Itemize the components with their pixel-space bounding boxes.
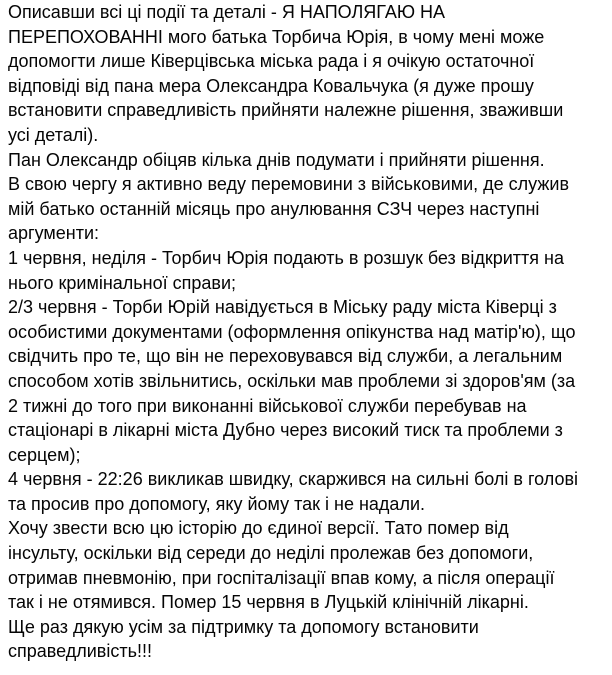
post-line: Описавши всі ці події та деталі - Я НАПОЛЯГАЮ НА [8,2,446,22]
post-line: В свою чергу я активно веду перемовини з військовими, де служив [8,174,570,195]
post-line: справедливість!!! [8,641,152,662]
post-line: 1 червня, неділя - Торбич Юрія подають в розшук без відкриття на [8,247,564,268]
post-line: способом хотів звільнитись, оскільки мав проблеми зі здоров'ям (за [8,370,576,391]
post-line: усі деталі). [8,124,99,145]
post-line: мій батько останній місяць про анулювання СЗЧ через наступні [8,198,540,219]
post-line: серцем); [8,444,81,465]
post-line: особистими документами (оформлення опікунства над матір'ю), що [8,321,576,342]
post-line: свідчить про те, що він не переховувався від служби, а легальним [8,346,563,367]
post-line: Хочу звести всю цю історію до єдиної версії. Тато помер від [8,518,509,539]
post-line: інсульту, оскільки від середи до неділі пролежав без допомоги, [8,543,534,564]
post-line: стаціонарі в лікарні міста Дубно через високий тиск та проблеми з [8,420,563,441]
post-line: так і не отямився. Помер 15 червня в Луцькій клінічній лікарні. [8,592,529,613]
post-line: допомогти лише Ківерцівська міська рада і я очікую остаточної [8,51,535,72]
post-line: Ще раз дякую усім за підтримку та допомогу встановити [8,616,479,637]
post-line: 4 червня - 22:26 викликав швидку, скаржився на сильні болі в голові [8,469,579,490]
post-line: та просив про допомогу, яку йому так і не надали. [8,493,426,514]
post-line: 2 тижні до того при виконанні військової служби перебував на [8,395,527,416]
post-line: нього кримінальної справи; [8,272,236,293]
post-line: отримав пневмонію, при госпіталізації впав кому, а після операції [8,567,555,588]
post-line: аргументи: [8,223,100,244]
post-line: Пан Олександр обіцяв кілька днів подумати і прийняти рішення. [8,149,545,170]
post-text [8,0,608,664]
post-line: ПЕРЕПОХОВАННІ мого батька Торбича Юрія, в чому мені може [8,26,545,47]
post-line: встановити справедливість прийняти належне рішення, зваживши [8,100,564,121]
post-line: 2/3 червня - Торби Юрій навідується в Міську раду міста Ківерці з [8,297,557,318]
post-line: відповіді від пана мера Олександра Ковальчука (я дуже прошу [8,75,534,96]
